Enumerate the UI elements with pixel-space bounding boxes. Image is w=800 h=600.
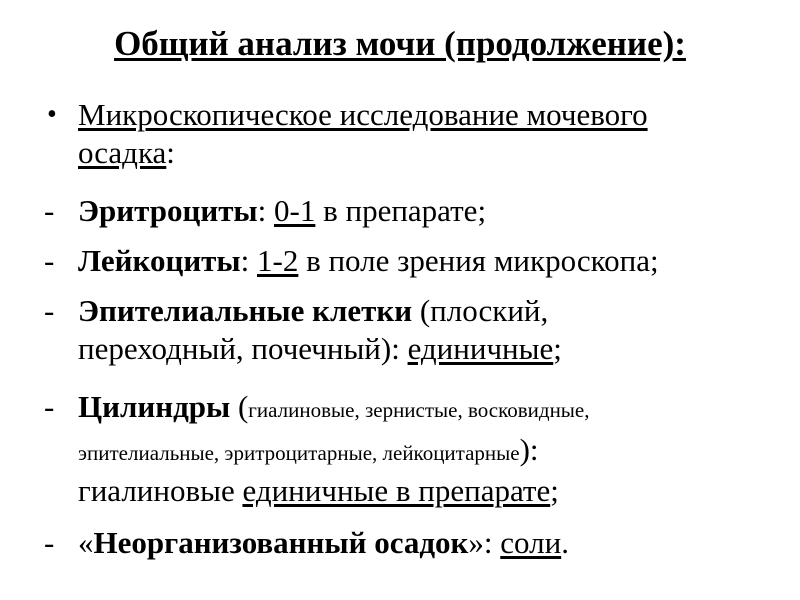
item-text-rest: в препарате;: [315, 193, 487, 228]
item-quote-open: «: [78, 525, 94, 560]
bullet-marker: •: [47, 99, 57, 130]
item-value: соли: [500, 525, 562, 560]
item-small-text-line1: гиалиновые, зернистые, восковидные,: [248, 398, 590, 422]
item-text-line1: Микроскопическое исследование мочевого: [78, 97, 648, 132]
list-item-casts: [0, 388, 780, 508]
item-term: Цилиндры: [78, 389, 231, 424]
list-item-epithelial-cells: [0, 292, 780, 372]
item-text-end: ;: [550, 473, 559, 508]
item-text-line2: переходный, почечный):: [78, 331, 408, 366]
dash-marker: -: [44, 193, 55, 228]
item-separator: :: [257, 193, 275, 228]
item-small-text-line2: эпителиальные, эритроцитарные, лейкоцитарные: [78, 441, 520, 465]
item-value: 0-1: [274, 193, 316, 228]
item-term: Неорганизованный осадок: [93, 525, 469, 560]
list-item-erythrocytes: [0, 192, 780, 232]
item-term: Эритроциты: [78, 193, 258, 228]
dash-marker: -: [44, 243, 55, 278]
item-term: Лейкоциты: [78, 243, 241, 278]
item-term: Эпителиальные клетки: [78, 293, 413, 328]
slide-title: [0, 22, 800, 66]
item-text-rest: в поле зрения микроскопа;: [298, 243, 659, 278]
item-text-rest: (плоский,: [412, 293, 549, 328]
item-paren-open: (: [230, 389, 249, 424]
item-text-rest: :: [166, 135, 175, 170]
item-paren-close: ):: [519, 432, 539, 467]
item-quote-close: »:: [468, 525, 501, 560]
item-text-end: .: [561, 525, 569, 560]
list-item-microscopy: [0, 96, 780, 176]
slide-title-text: Общий анализ мочи (продолжение):: [114, 24, 686, 63]
item-value: 1-2: [257, 243, 299, 278]
item-value: единичные: [407, 331, 554, 366]
item-value: единичные в препарате: [242, 473, 551, 508]
list-item-leukocytes: [0, 242, 780, 282]
list-item-unorganized-sediment: [0, 524, 780, 564]
item-text-line3: гиалиновые: [78, 473, 243, 508]
item-separator: :: [240, 243, 257, 278]
item-text-underlined: осадка: [78, 135, 167, 170]
dash-marker: -: [44, 293, 55, 328]
dash-marker: -: [44, 389, 55, 424]
item-text-end: ;: [553, 331, 562, 366]
dash-marker: -: [44, 525, 55, 560]
